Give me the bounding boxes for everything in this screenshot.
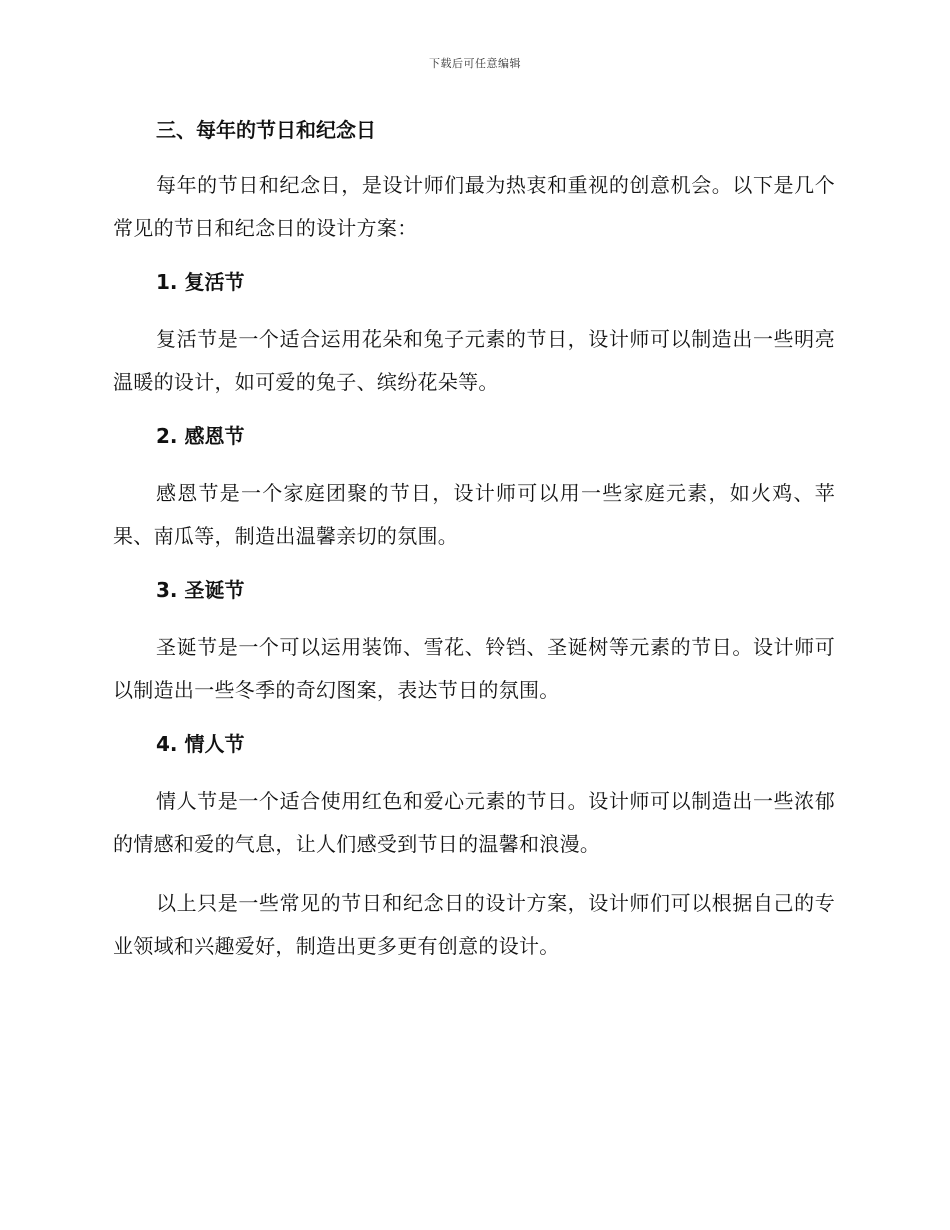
heading-christmas: 3. 圣诞节 bbox=[156, 578, 245, 602]
paragraph-easter: 复活节是一个适合运用花朵和兔子元素的节日，设计师可以制造出一些明亮温暖的设计，如可爱的兔子、缤纷花朵等。 bbox=[113, 327, 835, 394]
heading-valentines: 4. 情人节 bbox=[156, 732, 245, 756]
page-header: 下载后可任意编辑 bbox=[429, 57, 521, 70]
document-body bbox=[113, 110, 835, 968]
heading-easter: 1. 复活节 bbox=[156, 270, 245, 294]
paragraph-valentines: 情人节是一个适合使用红色和爱心元素的节日。设计师可以制造出一些浓郁的情感和爱的气息，让人们感受到节日的温馨和浪漫。 bbox=[113, 789, 835, 856]
paragraph-christmas: 圣诞节是一个可以运用装饰、雪花、铃铛、圣诞树等元素的节日。设计师可以制造出一些冬季的奇幻图案，表达节日的氛围。 bbox=[113, 635, 835, 702]
conclusion-paragraph: 以上只是一些常见的节日和纪念日的设计方案，设计师们可以根据自己的专业领域和兴趣爱好，制造出更多更有创意的设计。 bbox=[113, 891, 835, 958]
section-title: 三、每年的节日和纪念日 bbox=[156, 118, 376, 142]
paragraph-thanksgiving: 感恩节是一个家庭团聚的节日，设计师可以用一些家庭元素，如火鸡、苹果、南瓜等，制造出温馨亲切的氛围。 bbox=[113, 481, 835, 548]
intro-paragraph: 每年的节日和纪念日，是设计师们最为热衷和重视的创意机会。以下是几个常见的节日和纪念日的设计方案： bbox=[113, 173, 835, 240]
heading-thanksgiving: 2. 感恩节 bbox=[156, 424, 245, 448]
